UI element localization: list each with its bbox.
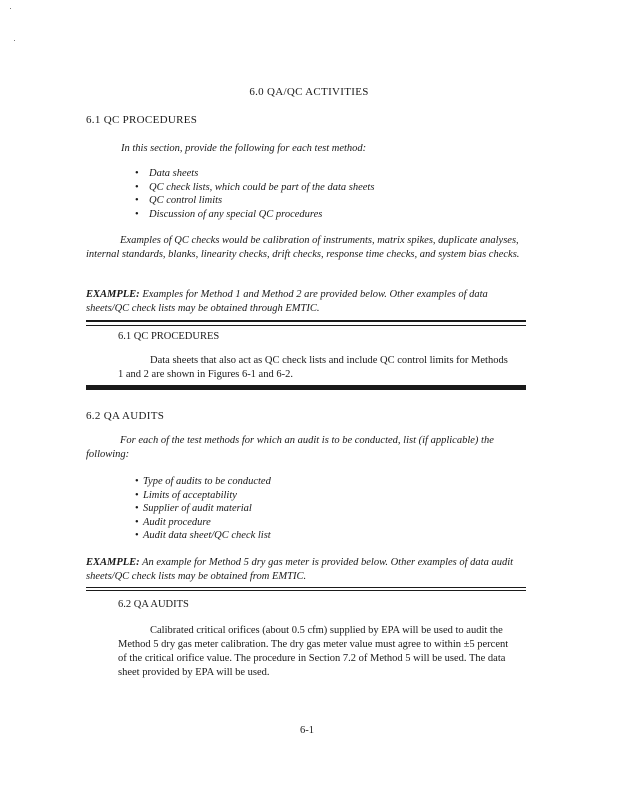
qa-example-note: EXAMPLE: An example for Method 5 dry gas meter is provided below. Other examples of data audit sheets/QC check lists may be obtained from EMTIC. [86, 557, 514, 582]
list-item: • Type of audits to be conducted [135, 476, 271, 487]
list-item: • QC check lists, which could be part of the data sheets [135, 181, 375, 193]
list-item: • Audit data sheet/QC check list [135, 530, 271, 541]
qc-example-note: EXAMPLE: Examples for Method 1 and Method 2 are provided below. Other examples of data sheets/QC check lists may be obtained through EMTIC. [86, 289, 488, 314]
bullet-icon: • [135, 168, 139, 179]
divider [86, 590, 526, 591]
qc-intro: In this section, provide the following for each test method: [121, 143, 367, 154]
bullet-icon: • [135, 489, 139, 501]
qc-bullet-list [135, 168, 535, 222]
section-heading-qa-audits: 6.2 QA AUDITS [86, 410, 165, 422]
bullet-icon: • [135, 195, 139, 206]
qc-examples-paragraph: Examples of QC checks would be calibration of instruments, matrix spikes, duplicate analyses, internal standards, blanks, linearity checks, drift checks, response time checks, and system bias checks. [86, 235, 520, 260]
divider [86, 587, 526, 588]
scan-speck [10, 8, 11, 9]
page-number: 6-1 [300, 725, 314, 736]
scan-speck [14, 40, 15, 41]
example-label: EXAMPLE: [86, 289, 140, 300]
bullet-icon: • [135, 503, 139, 514]
list-item: • Discussion of any special QC procedures [135, 208, 323, 220]
list-item: • Audit procedure [135, 516, 211, 528]
example-label: EXAMPLE: [86, 557, 140, 568]
qa-bullet-list [135, 476, 535, 544]
divider [86, 385, 526, 390]
list-item: • Limits of acceptability [135, 489, 237, 501]
list-item: • QC control limits [135, 195, 223, 206]
qa-box-heading: 6.2 QA AUDITS [118, 599, 189, 610]
bullet-icon: • [135, 181, 139, 193]
divider [86, 325, 526, 326]
divider [86, 320, 526, 322]
bullet-icon: • [135, 208, 139, 220]
qc-box-text: Data sheets that also act as QC check lists and include QC control limits for Methods 1 and 2 are shown in Figures 6-1 and 6-2. [118, 355, 508, 380]
qc-box-heading: 6.1 QC PROCEDURES [118, 331, 220, 342]
qa-intro: For each of the test methods for which an audit is to be conducted, list (if applicable) the following: [86, 435, 494, 460]
list-item: • Data sheets [135, 168, 199, 179]
list-item: • Supplier of audit material [135, 503, 252, 514]
bullet-icon: • [135, 530, 139, 541]
page-title: 6.0 QA/QC ACTIVITIES [249, 86, 369, 98]
bullet-icon: • [135, 476, 139, 487]
bullet-icon: • [135, 516, 139, 528]
qa-box-text: Calibrated critical orifices (about 0.5 cfm) supplied by EPA will be used to audit the Method 5 dry gas meter calibration. The dry gas meter value must agree to within ±5 percent of the critical orifice value. The procedure in Section 7.2 of Method 5 will be used. The data sheet provided by EPA will be used. [118, 625, 509, 678]
section-heading-qc-procedures: 6.1 QC PROCEDURES [86, 114, 198, 126]
